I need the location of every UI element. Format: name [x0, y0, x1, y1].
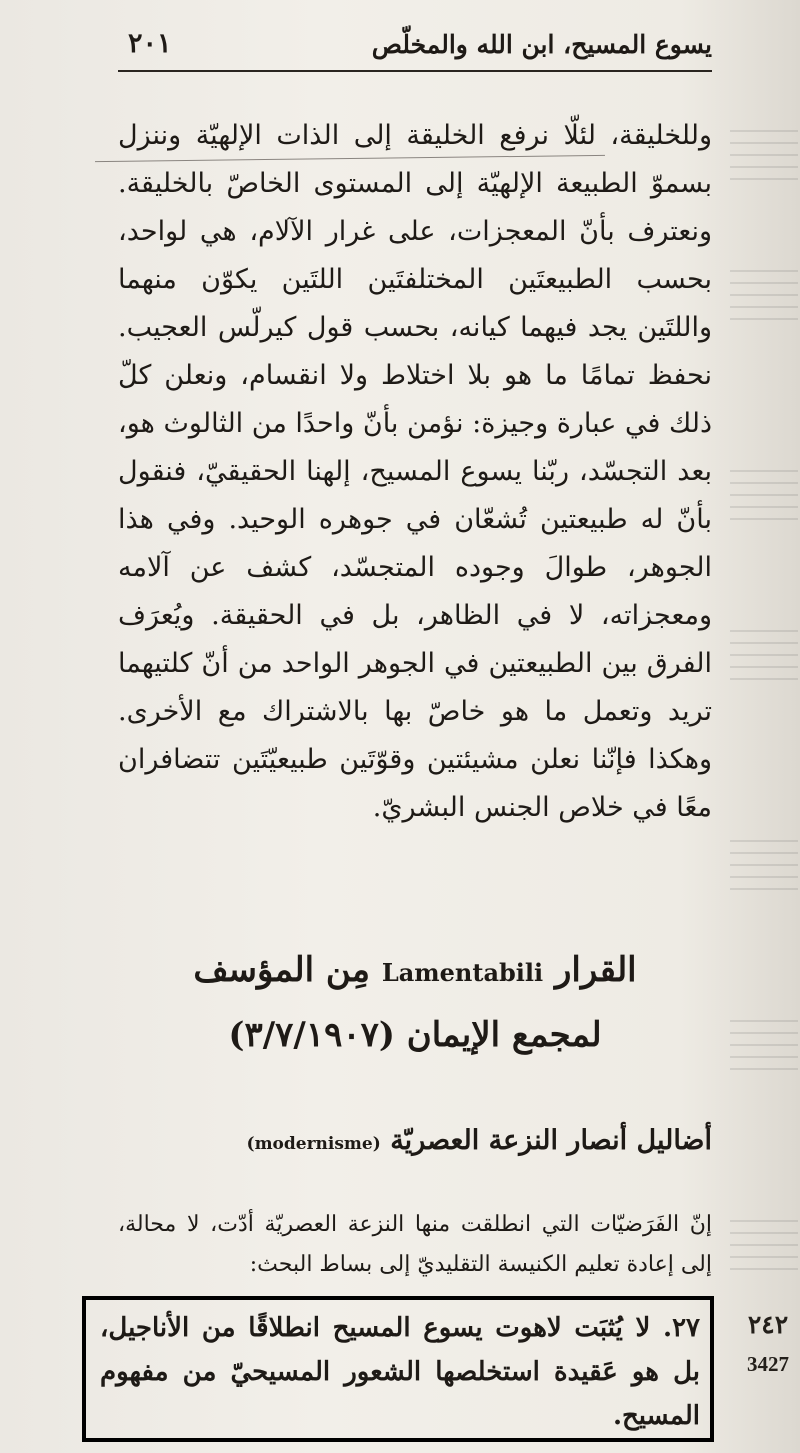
highlighted-text: ٢٧. لا يُثبَت لاهوت يسوع المسيح انطلاقًا من الأناجيل، بل هو عَقيدة استخلصها الشعور المسيحيّ من مفهوم المسيح.	[100, 1313, 700, 1431]
margin-reference-number: 3427	[747, 1352, 789, 1376]
highlighted-passage	[82, 1296, 714, 1442]
section-title-after: مِن المؤسف	[193, 950, 370, 990]
intro-paragraph	[118, 1205, 712, 1285]
header-rule	[118, 70, 712, 72]
page-number: ٢٠١	[128, 28, 172, 59]
subsection-title: أضاليل أنصار النزعة العصريّة	[390, 1125, 712, 1156]
margin-reference-arabic: ٢٤٢	[747, 1310, 789, 1339]
paragraph-text: وللخليقة، لئلّا نرفع الخليقة إلى الذات الإلهيّة وننزل بسموّ الطبيعة الإلهيّة إلى المستوى الخاصّ بالخليقة. ونعترف بأنّ المعجزات، على غرار الآلام، هي لواحد، بحسب الطبيعتَين المختلفتَين اللتَين يكوّن منهما واللتَين يجد فيهما كيانه، بحسب قول كيرلّس العجيب. نحفظ تمامًا ما هو بلا اختلاط ولا انقسام، ونعلن كلّ ذلك في عبارة وجيزة: نؤمن بأنّ واحدًا من الثالوث هو، بعد التجسّد، ربّنا يسوع المسيح، إلهنا الحقيقيّ، فنقول بأنّ له طبيعتين تُشعّان في جوهره الوحيد. وفي هذا الجوهر، طوالَ وجوده المتجسّد، كشف عن آلامه ومعجزاته، لا في الظاهر، بل في الحقيقة. ويُعرَف الفرق بين الطبيعتين في الجوهر الواحد من أنّ كلتيهما تريد وتعمل ما هو خاصّ بها بالاشتراك مع الأخرى. وهكذا فإنّنا نعلن مشيئتين وقوّتَين طبيعيّتَين تتضافران معًا في خلاص الجنس البشريّ.	[118, 120, 712, 823]
intro-text: إنّ الفَرَضيّات التي انطلقت منها النزعة العصريّة أدّت، لا محالة، إلى إعادة تعليم الكنيسة التقليديّ إلى بساط البحث:	[118, 1212, 712, 1277]
main-paragraph	[118, 112, 712, 832]
bleed-through-margin	[730, 120, 798, 180]
section-title-before: القرار	[555, 950, 637, 990]
highlighted-text-block	[100, 1306, 700, 1438]
bleed-through-margin	[730, 1010, 798, 1070]
page-header	[118, 28, 712, 68]
subsection-heading	[118, 1125, 712, 1156]
section-subtitle: لمجمع الإيمان (٣/٧/١٩٠٧)	[228, 1015, 602, 1055]
bleed-through-margin	[730, 830, 798, 890]
section-title-latin: Lamentabili	[381, 958, 544, 987]
running-title: يسوع المسيح، ابن الله والمخلّص	[371, 30, 712, 59]
bleed-through-margin	[730, 260, 798, 320]
bleed-through-margin	[730, 620, 798, 680]
section-title	[118, 950, 712, 990]
subsection-title-latin: (modernisme)	[246, 1134, 381, 1154]
bleed-through-margin	[730, 1210, 798, 1270]
bleed-through-margin	[730, 460, 798, 520]
